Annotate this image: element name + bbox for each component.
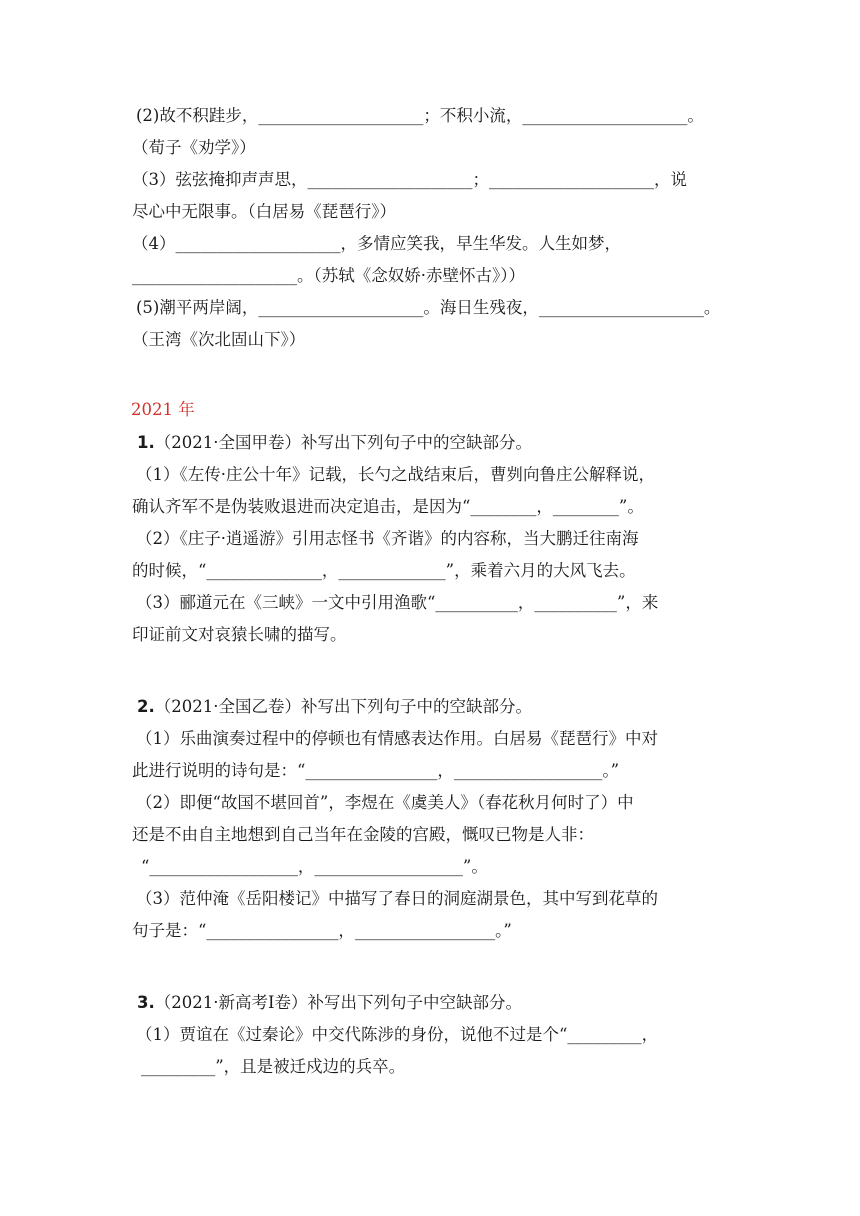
text-line: （2）即便“故国不堪回首”，李煜在《虞美人》（春花秋月何时了）中 — [136, 793, 634, 812]
question-3-header — [137, 993, 522, 1013]
text-line: （4）____________________，多情应笑我，早生华发。人生如梦， — [132, 234, 621, 253]
text-line: 确认齐军不是伪装败退进而决定追击，是因为“________，________”。 — [132, 497, 644, 516]
text-line: _________”，且是被迁戍边的兵卒。 — [141, 1057, 406, 1076]
text-line: (5)潮平两岸阔，____________________。海日生残夜，____________________。 — [136, 298, 721, 317]
question-number: 2. — [137, 697, 155, 716]
text-line: （3）范仲淹《岳阳楼记》中描写了春日的洞庭湖景色，其中写到花草的 — [136, 889, 658, 908]
text-line: 句子是：“________________，_________________。” — [132, 921, 512, 940]
text-line: （王湾《次北固山下》） — [132, 330, 306, 349]
text-line: ____________________。（苏轼《念奴娇·赤壁怀古》）） — [132, 266, 525, 285]
question-intro: （2021·新高考Ⅰ卷）补写出下列句子中空缺部分。 — [154, 993, 523, 1012]
text-line: “__________________，__________________”。 — [141, 857, 488, 876]
text-line: （3）郦道元在《三峡》一文中引用渔歌“__________，__________”，来 — [136, 593, 659, 612]
text-line: （荀子《劝学》） — [132, 138, 256, 157]
text-line: 还是不由自主地想到自己当年在金陵的宫殿，慨叹已物是人非： — [132, 825, 594, 844]
text-line: （1）乐曲演奏过程中的停顿也有情感表达作用。白居易《琵琶行》中对 — [136, 729, 658, 748]
question-number: 3. — [137, 993, 155, 1012]
year-heading: 2021 年 — [131, 400, 195, 419]
text-line: 的时候，“______________，_____________”，乘着六月的大风飞去。 — [132, 561, 636, 580]
question-1-header — [137, 433, 532, 453]
text-line: （2）《庄子·逍遥游》引用志怪书《齐谐》的内容称，当大鹏迁往南海 — [136, 529, 639, 548]
question-intro: （2021·全国甲卷）补写出下列句子中的空缺部分。 — [154, 433, 532, 452]
text-line: （3）弦弦掩抑声声思，____________________；____________________，说 — [132, 170, 687, 189]
text-line: 尽心中无限事。（白居易《琵琶行》） — [132, 202, 396, 221]
question-number: 1. — [137, 433, 155, 452]
question-2-header — [137, 697, 532, 717]
text-line: 此进行说明的诗句是：“________________，__________________。” — [132, 761, 620, 780]
text-line: (2)故不积跬步，____________________；不积小流，____________________。 — [136, 106, 704, 125]
text-line: （1）《左传·庄公十年》记载，长勺之战结束后，曹刿向鲁庄公解释说， — [136, 465, 655, 484]
text-line: （1）贾谊在《过秦论》中交代陈涉的身份，说他不过是个“_________， — [136, 1025, 659, 1044]
text-line: 印证前文对哀猿长啸的描写。 — [132, 625, 347, 644]
question-intro: （2021·全国乙卷）补写出下列句子中的空缺部分。 — [154, 697, 532, 716]
